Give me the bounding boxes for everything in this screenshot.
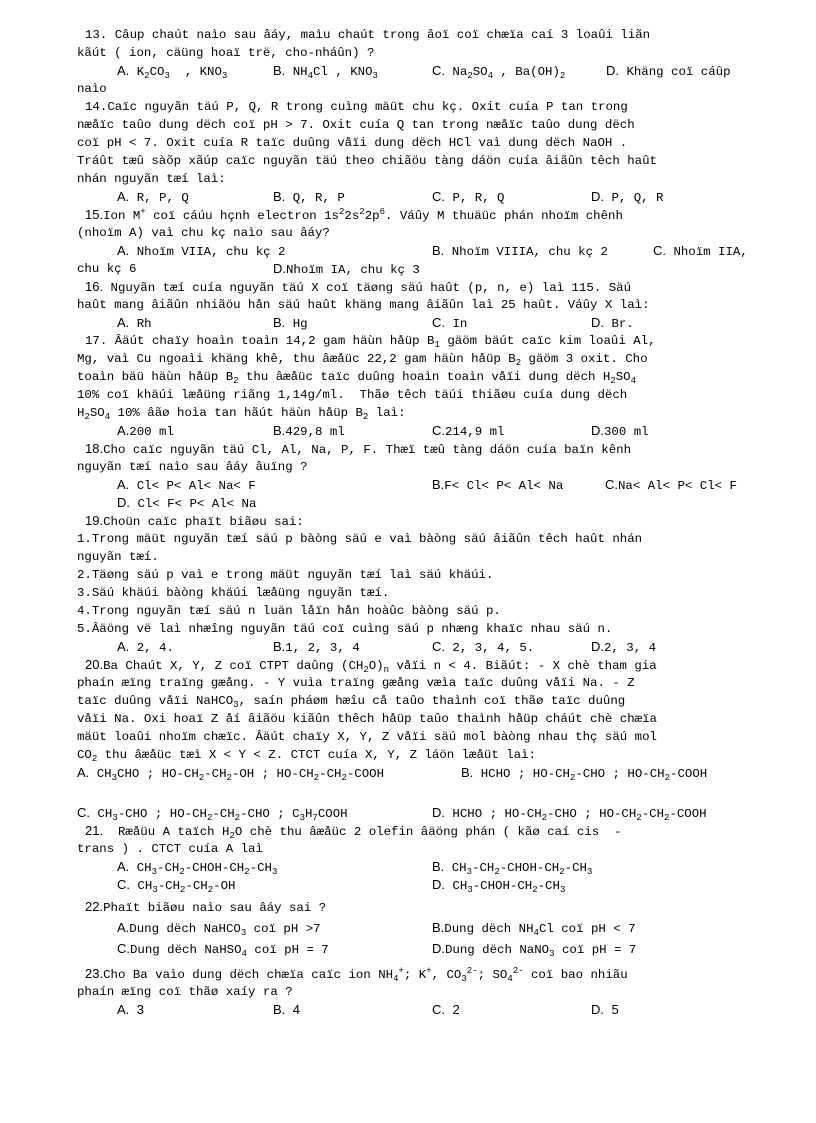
question-13-line-2: kãút ( ion, cäüng hoaï trë, cho-nháûn) ? xyxy=(77,46,375,60)
question-17-line-3: toaìn bäü häùn håüp $B_2$ thu âæåüc taïc duûng hoaìn toaìn våïi dung dëch $H_2SO_4$ xyxy=(77,370,637,386)
question-15-options-2 xyxy=(77,260,767,278)
question-18-line-1: 18.Cho caïc nguyãn täú Cl, Al, Na, P, F. Thæï tæû tàng dáön cuía baïn kênh xyxy=(85,441,632,457)
question-20-line-4: våïi Na. Oxi hoaï Z åí âiãöu kiãûn thêch håüp taûo thaình håüp cháút chè chæïa xyxy=(77,712,657,726)
question-22-options-2 xyxy=(77,940,767,958)
question-19-line-7: 5.Âäöng vë laì nhæîng nguyãn täú coï cuìng säú p nhæng khaïc nhau säú n. xyxy=(77,622,613,636)
question-19-options xyxy=(77,638,767,656)
question-15-line-2: (nhoïm A) vaì chu kç naìo sau âáy? xyxy=(77,226,330,240)
option-c[interactable]: C. $CH_3-CH_2-CH_2-OH$ xyxy=(117,877,236,895)
option-b[interactable]: B. Hg xyxy=(273,315,308,331)
option-d[interactable]: D. HCHO ; $HO-CH_2$-CHO ; $HO-CH_2-CH_2$-COOH xyxy=(432,805,707,823)
question-14-line-2: næåïc taûo dung dëch coï pH > 7. Oxit cuía Q tan trong næåïc taûo dung dëch xyxy=(77,118,635,132)
option-d[interactable]: D. 5 xyxy=(591,1002,619,1017)
question-18-options-2 xyxy=(77,494,767,512)
question-14-line-1: 14.Caïc nguyãn täú P, Q, R trong cuìng mäüt chu kç. Oxit cuía P tan trong xyxy=(85,100,628,114)
question-14-line-5: nhán nguyãn tæí laì: xyxy=(77,172,226,186)
option-d[interactable]: D.Dung dëch NaNO$_3$ coï pH = 7 xyxy=(432,941,637,959)
question-15-line-1: 15.Ion M+ coï cáúu hçnh electron $1s^22s^22p^6$. Váûy M thuäüc phán nhoïm chênh xyxy=(85,207,623,223)
option-b[interactable]: B. HCHO ; $HO-CH_2$-CHO ; $HO-CH_2$-COOH xyxy=(461,765,708,783)
question-23-line-2: phaín æïng coï thãø xaíy ra ? xyxy=(77,985,293,999)
option-d[interactable]: D. $CH_3-CHOH-CH_2-CH_3$ xyxy=(432,877,566,895)
question-19-line-4: 2.Täøng säú p vaì e trong mäüt nguyãn tæí laì säú khäúi. xyxy=(77,568,494,582)
option-a[interactable]: A. Rh xyxy=(117,315,152,331)
question-20-line-5: mäüt loaûi nhoïm chæïc. Âäút chaïy X, Y, Z våïi säú mol bàòng nhau thç säú mol xyxy=(77,730,657,744)
option-b[interactable]: B. $CH_3-CH_2-CHOH-CH_2-CH_3$ xyxy=(432,859,593,877)
question-19-line-3: nguyãn tæí. xyxy=(77,550,159,564)
option-a[interactable]: A. R, P, Q xyxy=(117,189,189,205)
option-d[interactable]: D.Nhoïm IA, chu kç 3 xyxy=(273,261,420,277)
option-c[interactable]: C. 2 xyxy=(432,1002,460,1017)
option-c[interactable]: C. $Na_2SO_4$ , $Ba(OH)_2$ xyxy=(432,63,566,81)
exam-page xyxy=(77,26,767,1019)
option-d[interactable]: D.2, 3, 4 xyxy=(591,639,657,655)
option-b[interactable]: B.Dung dëch $NH_4Cl$ coï pH < 7 xyxy=(432,920,636,938)
question-13-tail: naìo xyxy=(77,82,107,96)
option-c[interactable]: C. $CH_3$-CHO ; $HO-CH_2-CH_2$-CHO ; $C_3H_7COOH$ xyxy=(77,805,348,823)
question-17-line-2: Mg, vaì Cu ngoaìi khäng khê, thu âæåüc 22,2 gam häùn håüp $B_2$ gäöm 3 oxit. Cho xyxy=(77,352,648,368)
question-13-line-1: 13. Câup chaút naìo sau âáy, maìu chaút trong âoï coï chæïa caí 3 loaûi liãn xyxy=(85,28,651,42)
question-16-options xyxy=(77,314,767,332)
question-17-options xyxy=(77,422,767,440)
option-a[interactable]: A. $K_2CO_3$ , $KNO_3$ xyxy=(117,63,228,81)
question-17-line-1: 17. Âäút chaïy hoaìn toaìn 14,2 gam häùn håüp $B_1$ gäöm bäút caïc kim loaûi Al, xyxy=(85,334,656,350)
option-a[interactable]: A. $CH_3CHO$ ; $HO-CH_2-CH_2-OH$ ; $HO-CH_2-CH_2$-COOH xyxy=(77,765,385,783)
question-21-options-2 xyxy=(77,876,767,894)
question-20-options-2 xyxy=(77,804,767,822)
option-d[interactable]: D.300 ml xyxy=(591,423,649,439)
option-c[interactable]: C. In xyxy=(432,315,468,331)
option-a[interactable]: A.Dung dëch NaHCO$_3$ coï pH >7 xyxy=(117,920,321,938)
option-a[interactable]: A. Cl< P< Al< Na< F xyxy=(117,477,256,493)
question-18-line-2: nguyãn tæí naìo sau âáy âuïng ? xyxy=(77,460,308,474)
option-a[interactable]: A. Nhoïm VIIA, chu kç 2 xyxy=(117,243,286,259)
question-19-line-1: 19.Choün caïc phaït biãøu sai: xyxy=(85,513,304,529)
option-d[interactable]: D. P, Q, R xyxy=(591,189,664,205)
question-17-line-4: 10% coï khäúi læåüng riãng 1,14g/ml. Thãø têch täúi thiãøu cuía dung dëch xyxy=(77,388,628,402)
question-18-options xyxy=(77,476,767,494)
option-c[interactable]: C. 2, 3, 4, 5. xyxy=(432,639,535,655)
option-d[interactable]: D. Br. xyxy=(591,315,634,331)
question-16-line-2: haût mang âiãûn nhiãöu hån säú haût khäng mang âiãûn laì 25 haût. Váûy X laì: xyxy=(77,298,650,312)
question-20-line-3: taïc duûng våïi NaHCO$_3$, saín pháøm hæîu cå taûo thaình coï thãø taïc duûng xyxy=(77,694,626,710)
option-d[interactable]: D. Khäng coï cáûp xyxy=(606,63,731,79)
option-b[interactable]: B. 4 xyxy=(273,1002,300,1017)
question-13-options xyxy=(77,62,767,80)
option-a[interactable]: A.200 ml xyxy=(117,423,174,439)
option-b[interactable]: B.1, 2, 3, 4 xyxy=(273,639,360,655)
question-20-line-2: phaín æïng traïng gæång. - Y vuìa traïng gæång væìa taïc duûng våïi Na. - Z xyxy=(77,676,635,690)
question-14-options xyxy=(77,188,767,206)
question-22-line-1: 22.Phaït biãøu naìo sau âáy sai ? xyxy=(85,899,327,915)
option-b[interactable]: B.429,8 ml xyxy=(273,423,345,439)
option-c[interactable]: C. P, R, Q xyxy=(432,189,505,205)
question-15-options xyxy=(77,242,767,260)
question-19-line-6: 4.Trong nguyãn tæí säú n luän låïn hån hoàûc bàòng säú p. xyxy=(77,604,501,618)
question-16-line-1: 16. Nguyãn tæí cuía nguyãn täú X coï täøng säú haût (p, n, e) laì 115. Säú xyxy=(85,279,632,295)
option-a[interactable]: A. $CH_3-CH_2-CHOH-CH_2-CH_3$ xyxy=(117,859,278,877)
option-d[interactable]: D. Cl< F< P< Al< Na xyxy=(117,495,257,511)
question-20-line-1: 20.Ba Chaút X, Y, Z coï CTPT daûng $(CH_2O)_n$ våïi n < 4. Biãút: - X chè tham gia xyxy=(85,657,657,675)
option-c[interactable]: C.Dung dëch NaHSO$_4$ coï pH = 7 xyxy=(117,941,329,959)
question-21-options xyxy=(77,858,767,876)
question-21-line-1: 21. Ræåüu A taïch $H_2O$ chè thu âæåüc 2 olefin âäöng phán ( kãø caí cis - xyxy=(85,823,622,841)
question-14-line-3: coï pH < 7. Oxit cuía R taïc duûng våïi dung dëch HCl vaì dung dëch NaOH . xyxy=(77,136,628,150)
option-b[interactable]: B. Nhoïm VIIIA, chu kç 2 xyxy=(432,243,608,259)
option-b[interactable]: B. Q, R, P xyxy=(273,189,345,205)
option-c-cont: chu kç 6 xyxy=(77,262,137,276)
question-20-line-6: $CO_2$ thu âæåüc tæì X < Y < Z. CTCT cuía X, Y, Z láön læåüt laì: xyxy=(77,748,536,764)
question-17-line-5: $H_2SO_4$ 10% âãø hoìa tan hãút häùn håüp $B_2$ laì: xyxy=(77,406,406,422)
question-19-line-2: 1.Trong mäüt nguyãn tæí säú p bàòng säú e vaì bàòng säú âiãûn têch haût nhán xyxy=(77,532,643,546)
option-a[interactable]: A. 3 xyxy=(117,1002,144,1017)
option-a[interactable]: A. 2, 4. xyxy=(117,639,174,655)
question-19-line-5: 3.Säú khäúi bàòng khäúi læåüng nguyãn tæí. xyxy=(77,586,390,600)
option-c[interactable]: C.214,9 ml xyxy=(432,423,505,439)
option-c[interactable]: C.Na< Al< P< Cl< F xyxy=(605,477,737,493)
option-b[interactable]: B.F< Cl< P< Al< Na xyxy=(432,477,564,493)
question-20-options xyxy=(77,764,767,782)
question-22-options xyxy=(77,919,767,937)
question-23-options xyxy=(77,1001,767,1019)
question-21-line-2: trans ) . CTCT cuía A laì xyxy=(77,842,263,856)
question-14-line-4: Tráût tæû sàõp xãúp caïc nguyãn täú theo chiãöu tàng dáön cuía âiãûn têch haût xyxy=(77,154,657,168)
question-23-line-1: 23.Cho Ba vaìo dung dëch chæïa caïc ion $NH_4^+$; K+, $CO_3^{2-}$; $SO_4^{2-}$ coï bao nhiãu xyxy=(85,966,628,984)
option-c[interactable]: C. Nhoïm IIA, xyxy=(653,243,748,259)
option-b[interactable]: B. $NH_4Cl$ , $KNO_3$ xyxy=(273,63,378,81)
